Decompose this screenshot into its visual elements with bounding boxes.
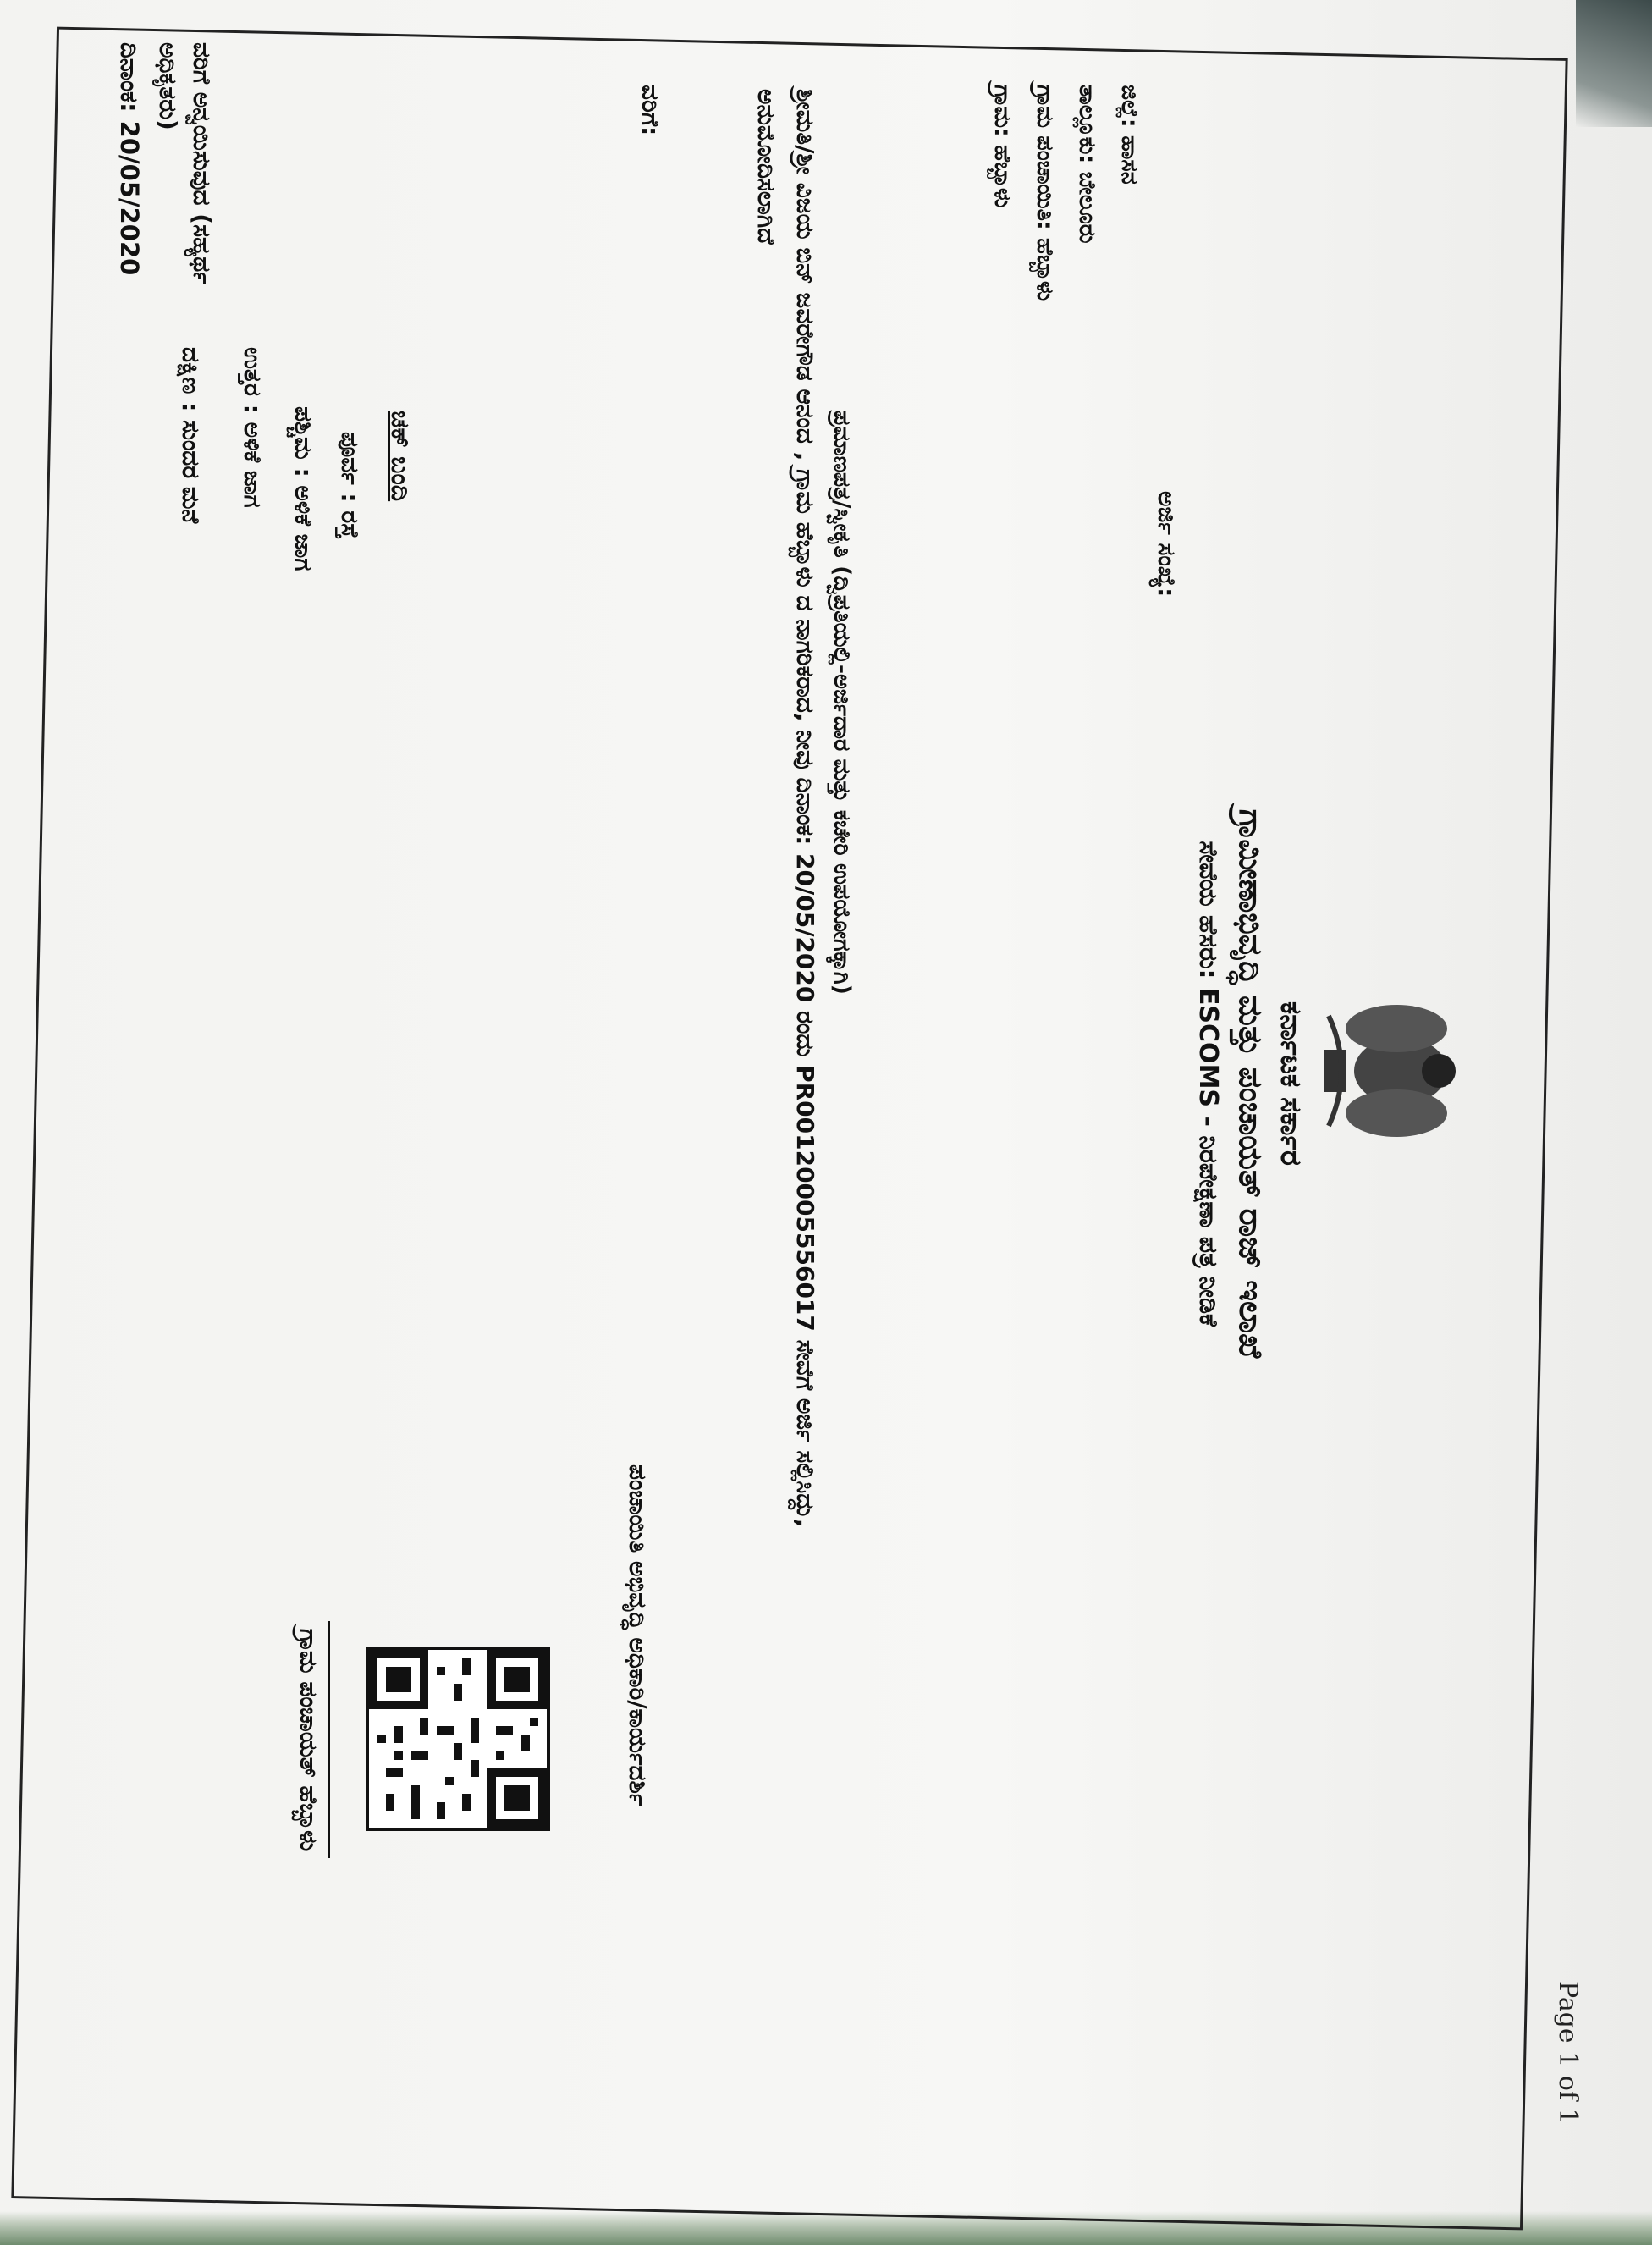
pdo-designation: ಪಂಚಾಯಿತಿ ಅಭಿವೃದ್ಧಿ ಅಧಿಕಾರಿ/ಕಾರ್ಯದರ್ಶಿ <box>624 1464 652 1806</box>
signature-line-1: ವರಿಗೆ ಅನ್ವಯಿಸುವುದ (ಸಹ್ಯರ್ಥ <box>188 42 216 284</box>
boundaries-title: ಚಕ್ ಬಂದಿ <box>385 411 415 502</box>
qr-caption: ಗ್ರಾಮ ಪಂಚಾಯತ್ ಹೆಬ್ಬಾಳು <box>294 1621 330 1858</box>
taluk: ತಾಲ್ಲೂಕು: ಬೇಲೂರು <box>1074 85 1100 244</box>
page-number: Page 1 of 1 <box>1553 1981 1583 2125</box>
boundary-south: ದಕ್ಷಿಣ : ಸುಂದರ ಮನೆ <box>177 347 205 524</box>
boundary-east: ಪೂರ್ವ : ರಸ್ತೆ <box>336 432 364 539</box>
photo-edge-shadow <box>1576 0 1652 127</box>
signature-line-2: ಅಧಿಕೃತರು) <box>154 42 182 130</box>
state-emblem-icon <box>1312 999 1490 1143</box>
certificate-body-line-1: ಶ್ರೀಮತಿ/ಶ್ರೀ ವಿಜಯ ಬಿನ್ ಜವರೇಗೌಡ ಆನಂದ , ಗ್ರಾಮ ಹೆಬ್ಬಾಳು ದ ನಾಗರಿಕರಾದ, ನೀವು ದಿನಾಂಕ: 20/05/2020 ರಂದು PR00120005556017 ಸೇವೆಗೆ ಅರ್ಜಿ ಸಲ್ಲಿಸಿದ್ದು, <box>791 89 819 1528</box>
district: ಜಿಲ್ಲೆ: ಹಾಸನ <box>1116 85 1143 185</box>
boundary-north: ಉತ್ತರ : ಅಳಿಕೆ ಜಾಗ <box>239 347 267 508</box>
department-title: ಗ್ರಾಮೀಣಾಭಿವೃದ್ಧಿ ಮತ್ತು ಪಂಚಾಯತ್ ರಾಜ್ ಇಲಾಖೆ <box>1232 808 1269 1359</box>
application-number-label: ಅರ್ಜಿ ಸಂಖ್ಯೆ: <box>1153 491 1181 598</box>
qr-code <box>366 1647 550 1831</box>
certificate-body-line-2: ಅನುಮೋದಿಸಲಾಗಿದೆ <box>752 89 780 245</box>
to-label: ವರಿಗೆ: <box>636 85 664 136</box>
boundary-west: ಪಶ್ಚಿಮ : ಅಳಿಕೆ ಜಾಗ <box>289 406 317 571</box>
issue-date: ದಿನಾಂಕ: 20/05/2020 <box>115 42 144 276</box>
certificate-subject: ಪ್ರಮಾಣಪತ್ರ/ಸ್ವೀಕೃತಿ (ದ್ವಿಪ್ರತಿಯಲ್ಲಿ-ಅರ್ಜಿದಾರ ಮತ್ತು ಕಚೇರಿ ಉಪಯೋಗಕ್ಕಾಗಿ) <box>829 411 855 996</box>
government-title: ಕರ್ನಾಟಕ ಸರ್ಕಾರ <box>1274 1001 1308 1167</box>
village: ಗ್ರಾಮ: ಹೆಬ್ಬಾಳು <box>989 85 1016 208</box>
certificate-content <box>25 8 1515 2159</box>
gram-panchayat: ಗ್ರಾಮ ಪಂಚಾಯಿತಿ: ಹೆಬ್ಬಾಳು <box>1032 85 1058 301</box>
service-name: ಸೇವೆಯ ಹೆಸರು: ESCOMS - ನಿರಪೇಕ್ಷಣಾ ಪತ್ರ ನೀಡಿಕೆ <box>1193 841 1223 1327</box>
